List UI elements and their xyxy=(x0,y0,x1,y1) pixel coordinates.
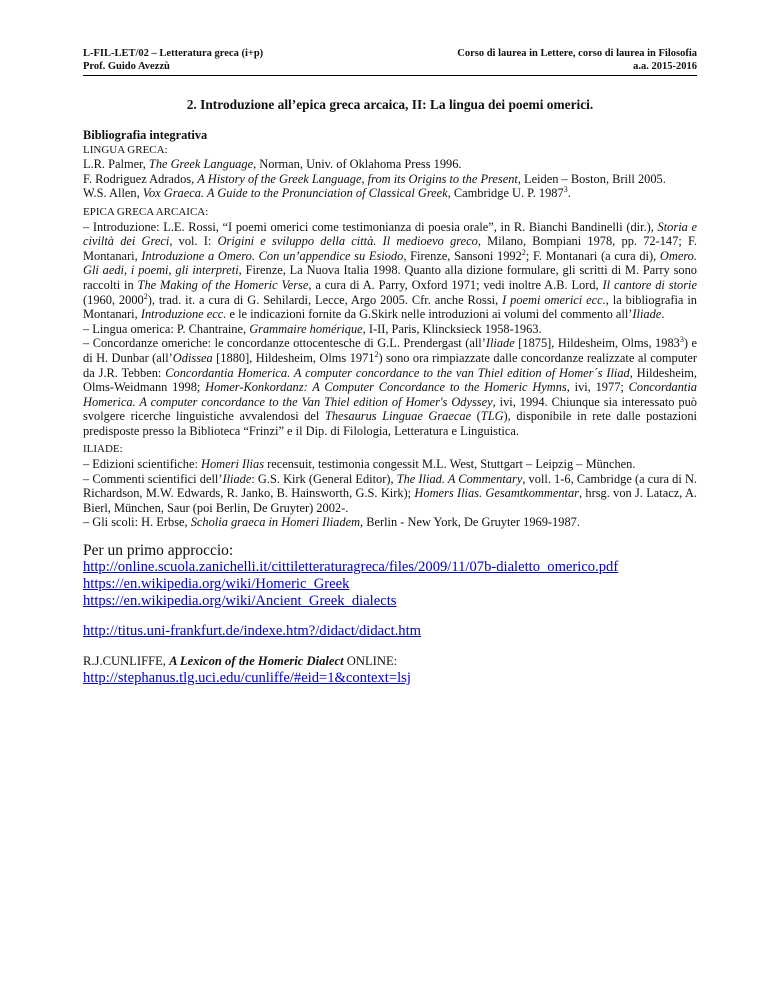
section-label-lingua-greca: LINGUA GRECA: xyxy=(83,143,168,156)
cunliffe-online: ONLINE: xyxy=(343,654,398,668)
bib-entry: – Lingua omerica: P. Chantraine, Grammaire homérique, I-II, Paris, Klincksieck 1958-1963. xyxy=(83,321,542,336)
bib-entry: L.R. Palmer, The Greek Language, Norman, Univ. of Oklahoma Press 1996. xyxy=(83,157,462,172)
link-wikipedia-homeric-greek[interactable]: https://en.wikipedia.org/wiki/Homeric_Greek xyxy=(83,576,350,592)
bibliography-section xyxy=(83,128,697,530)
academic-year: a.a. 2015-2016 xyxy=(633,61,697,72)
links-section xyxy=(83,542,697,687)
bib-entry: – Commenti scientifici dell’Iliade: G.S. Kirk (General Editor), The Iliad. A Commentary, voll. 1-6, Cambridge (a cura di N. Richardson, M.W. Edwards, R. Janko, B. Hainsworth, G.S. Kirk); Homers Ilias. Gesamtkommentar, hrsg. von J. Latacz, A. Bierl, München, Saur (poi Berlin, De Gruyter) 2002-. xyxy=(83,471,697,515)
header-right xyxy=(457,47,697,73)
bib-entry: – Concordanze omeriche: le concordanze ottocentesche di G.L. Prendergast (all’Iliade [1875], Hildesheim, Olms, 1983$^3$) e di H. Dunbar (all’Odissea [1880], Hildesheim, Olms 1971$^2$) sono ora rimpiazzate dalle concordanze realizzate al computer da J.R. Tebben: Concordantia Homerica. A computer concordance to the van Thiel edition of Homer´s Iliad, Hildesheim, Olms-Weidmann 1998; Homer-Konkordanz: A Computer Concordance to the Homeric Hymns, ivi, 1977; Concordantia Homerica. A computer concordance to the Van Thiel edition of Homer's Odyssey, ivi, 1994. Chiunque sia interessato può svolgere ricerche linguistiche avvalendosi del Thesaurus Linguae Graecae (TLG), disponibile in rete dalle postazioni predisposte presso la Biblioteca “Frinzi” e il Dip. di Filologia, Letteratura e Linguistica. xyxy=(83,335,698,438)
page-title: 2. Introduzione all’epica greca arcaica, II: La lingua dei poemi omerici. xyxy=(186,97,594,112)
link-wikipedia-greek-dialects[interactable]: https://en.wikipedia.org/wiki/Ancient_Greek_dialects xyxy=(83,593,397,609)
bib-entry: F. Rodriguez Adrados, A History of the Greek Language, from its Origins to the Present, Leiden – Boston, Brill 2005. xyxy=(83,171,666,186)
degree-course: Corso di laurea in Lettere, corso di laurea in Filosofia xyxy=(457,48,697,59)
link-cunliffe[interactable]: http://stephanus.tlg.uci.edu/cunliffe/#eid=1&context=lsj xyxy=(83,670,411,686)
professor-name: Prof. Guido Avezzù xyxy=(83,61,170,72)
header-divider xyxy=(83,75,697,76)
cunliffe-line xyxy=(83,653,697,670)
bib-entry: W.S. Allen, Vox Graeca. A Guide to the Pronunciation of Classical Greek, Cambridge U. P. 1987$^3$. xyxy=(83,185,571,201)
course-code: L-FIL-LET/02 – Letteratura greca (i+p) xyxy=(83,48,264,59)
bib-entry: – Edizioni scientifiche: Homeri Ilias recensuit, testimonia congessit M.L. West, Stuttgart – Leipzig – München. xyxy=(83,457,636,472)
section-label-iliade: ILIADE: xyxy=(83,443,123,456)
bib-entry: – Introduzione: L.E. Rossi, “I poemi omerici come testimonianza di poesia orale”, in R. Bianchi Bandinelli (dir.), Storia e civiltà dei Greci, vol. I: Origini e sviluppo della città. Il medioevo greco, Milano, Bompiani 1978, pp. 72-147; F. Montanari, Introduzione a Omero. Con un’appendice su Esiodo, Firenze, Sansoni 1992$^2$; F. Montanari (a cura di), Omero. Gli aedi, i poemi, gli interpreti, Firenze, La Nuova Italia 1998. Quanto alla dizione formulare, gli scritti di M. Parry sono raccolti in The Making of the Homeric Verse, a cura di A. Parry, Oxford 1971; vedi inoltre A.B. Lord, Il cantore di storie (1960, 2000$^2$), trad. it. a cura di G. Sehilardi, Lecce, Argo 2005. Cfr. anche Rossi, I poemi omerici ecc., la bibliografia in Montanari, Introduzione ecc. e le indicazioni fornite da G.Skirk nelle introduzioni ai volumi del commento all’Iliade. xyxy=(83,219,697,322)
cunliffe-author: R.J.CUNLIFFE, xyxy=(83,654,170,668)
link-zanichelli[interactable]: http://online.scuola.zanichelli.it/cittiletteraturagreca/files/2009/11/07b-dialetto_omerico.pdf xyxy=(83,559,619,575)
link-titus[interactable]: http://titus.uni-frankfurt.de/indexe.htm?/didact/didact.htm xyxy=(83,623,422,639)
bib-entry: – Gli scoli: H. Erbse, Scholia graeca in Homeri Iliadem, Berlin - New York, De Gruyter 1969-1987. xyxy=(83,515,580,530)
header-left xyxy=(83,47,263,73)
section-label-epica: EPICA GRECA ARCAICA: xyxy=(83,205,209,218)
bibliography-heading: Bibliografia integrativa xyxy=(83,128,208,142)
cunliffe-title: A Lexicon of the Homeric Dialect xyxy=(169,654,344,668)
links-intro: Per un primo approccio: xyxy=(83,542,234,559)
